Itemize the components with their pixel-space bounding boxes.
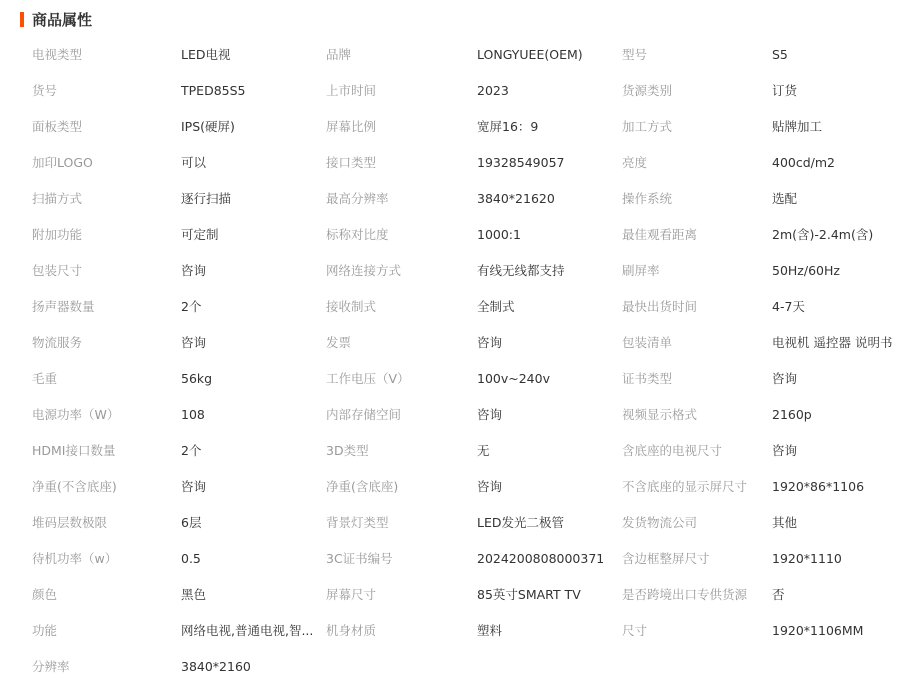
attribute-label: 加印LOGO	[32, 155, 93, 170]
attribute-label: 最快出货时间	[622, 299, 698, 314]
attribute-value: IPS(硬屏)	[181, 119, 235, 134]
attribute-value: 否	[772, 587, 785, 602]
attribute-label: 待机功率（w）	[32, 551, 118, 566]
attribute-value: 6层	[181, 515, 202, 530]
attribute-value: 黑色	[181, 587, 207, 602]
attribute-value: 1000:1	[477, 226, 521, 242]
attribute-label: 证书类型	[622, 371, 673, 386]
attribute-label: 刷屏率	[622, 263, 660, 278]
attribute-row	[20, 144, 900, 180]
attribute-value: 咨询	[477, 335, 503, 350]
attribute-row	[20, 288, 900, 324]
attribute-value: 网络电视,普通电视,智...	[181, 623, 314, 638]
attribute-value: 咨询	[181, 479, 207, 494]
attribute-label: 屏幕比例	[326, 119, 377, 134]
attribute-label: 面板类型	[32, 119, 83, 134]
attribute-value: 2个	[181, 299, 202, 314]
attribute-value: 可定制	[181, 227, 219, 242]
attribute-value: 1920*86*1106	[772, 478, 865, 494]
attribute-label: 型号	[622, 47, 648, 62]
attribute-value: 其他	[772, 515, 798, 530]
attribute-value: 咨询	[181, 263, 207, 278]
attribute-label: 机身材质	[326, 623, 377, 638]
attribute-label: 最佳观看距离	[622, 227, 698, 242]
attribute-label: 接收制式	[326, 299, 377, 314]
attribute-label: 附加功能	[32, 227, 83, 242]
attribute-value: 1920*1110	[772, 550, 842, 566]
attribute-value: S5	[772, 46, 788, 62]
attribute-value: 1920*1106MM	[772, 622, 864, 638]
attribute-value: 咨询	[181, 335, 207, 350]
attribute-value: 有线无线都支持	[477, 263, 565, 278]
attribute-label: 电源功率（W）	[32, 407, 120, 422]
attribute-value: LED发光二极管	[477, 515, 564, 530]
attribute-label: 操作系统	[622, 191, 673, 206]
attribute-row	[20, 396, 900, 432]
attribute-value: 选配	[772, 191, 798, 206]
attribute-value: LED电视	[181, 47, 231, 62]
attribute-label: 颜色	[32, 587, 58, 602]
attribute-label: 工作电压（V）	[326, 371, 410, 386]
attribute-value: 咨询	[772, 371, 798, 386]
attribute-label: 扬声器数量	[32, 299, 95, 314]
product-attributes-table	[20, 36, 900, 684]
attribute-label: 发货物流公司	[622, 515, 698, 530]
attribute-value: 2023	[477, 82, 509, 98]
attribute-label: 物流服务	[32, 335, 83, 350]
attribute-label: 最高分辨率	[326, 191, 389, 206]
attribute-row	[20, 36, 900, 72]
attribute-label: 视频显示格式	[622, 407, 698, 422]
attribute-row	[20, 576, 900, 612]
attribute-value: 可以	[181, 155, 207, 170]
attribute-value: 订货	[772, 83, 798, 98]
attribute-row	[20, 108, 900, 144]
attribute-value: 2160p	[772, 406, 812, 422]
attribute-label: 加工方式	[622, 119, 673, 134]
attribute-label: 是否跨境出口专供货源	[622, 587, 748, 602]
attribute-value: 无	[477, 443, 490, 458]
attribute-row	[20, 72, 900, 108]
attribute-label: 扫描方式	[32, 191, 83, 206]
attribute-value: 电视机 遥控器 说明书	[772, 335, 893, 350]
attribute-row	[20, 324, 900, 360]
attribute-label: 功能	[32, 623, 58, 638]
attribute-row	[20, 216, 900, 252]
attribute-row	[20, 648, 900, 684]
attribute-label: 分辨率	[32, 659, 70, 674]
attribute-label: 上市时间	[326, 83, 377, 98]
attribute-value: LONGYUEE(OEM)	[477, 46, 583, 62]
attribute-label: HDMI接口数量	[32, 443, 116, 458]
section-header	[20, 8, 92, 30]
attribute-label: 发票	[326, 335, 352, 350]
attribute-value: 咨询	[477, 407, 503, 422]
attribute-value: 咨询	[477, 479, 503, 494]
attribute-label: 毛重	[32, 371, 58, 386]
attribute-label: 网络连接方式	[326, 263, 402, 278]
attribute-value: 3840*2160	[181, 658, 251, 674]
attribute-label: 3C证书编号	[326, 551, 393, 566]
attribute-label: 电视类型	[32, 47, 83, 62]
section-title: 商品属性	[32, 10, 93, 29]
attribute-value: 咨询	[772, 443, 798, 458]
attribute-value: 19328549057	[477, 154, 565, 170]
attribute-value: 85英寸SMART TV	[477, 587, 581, 602]
attribute-value: TPED85S5	[181, 82, 246, 98]
attribute-value: 4-7天	[772, 299, 805, 314]
attribute-value: 108	[181, 406, 205, 422]
attribute-row	[20, 468, 900, 504]
attribute-value: 400cd/m2	[772, 154, 836, 170]
attribute-label: 包装尺寸	[32, 263, 83, 278]
attribute-value: 100v~240v	[477, 370, 550, 386]
attribute-label: 标称对比度	[326, 227, 389, 242]
attribute-label: 尺寸	[622, 623, 648, 638]
attribute-label: 背景灯类型	[326, 515, 389, 530]
attribute-label: 货源类别	[622, 83, 673, 98]
attribute-value: 逐行扫描	[181, 191, 232, 206]
attribute-value: 50Hz/60Hz	[772, 262, 840, 278]
attribute-label: 接口类型	[326, 155, 377, 170]
attribute-row	[20, 540, 900, 576]
attribute-row	[20, 360, 900, 396]
attribute-label: 净重(不含底座)	[32, 479, 117, 494]
attribute-label: 3D类型	[326, 443, 369, 458]
attribute-label: 不含底座的显示屏尺寸	[622, 479, 748, 494]
attribute-value: 2024200808000371	[477, 550, 605, 566]
attribute-label: 品牌	[326, 47, 352, 62]
attribute-row	[20, 432, 900, 468]
attribute-value: 2个	[181, 443, 202, 458]
section-accent-bar	[20, 12, 24, 27]
attribute-label: 含底座的电视尺寸	[622, 443, 723, 458]
attribute-label: 包装清单	[622, 335, 673, 350]
attribute-value: 2m(含)-2.4m(含)	[772, 227, 874, 242]
attribute-label: 亮度	[622, 155, 648, 170]
attribute-row	[20, 504, 900, 540]
attribute-row	[20, 612, 900, 648]
attribute-value: 3840*21620	[477, 190, 555, 206]
attribute-value: 宽屏16：9	[477, 119, 539, 134]
attribute-label: 净重(含底座)	[326, 479, 399, 494]
attribute-label: 含边框整屏尺寸	[622, 551, 710, 566]
attribute-label: 堆码层数极限	[32, 515, 108, 530]
attribute-row	[20, 180, 900, 216]
attribute-label: 内部存储空间	[326, 407, 402, 422]
attribute-value: 全制式	[477, 299, 515, 314]
attribute-label: 货号	[32, 83, 58, 98]
attribute-value: 塑料	[477, 623, 503, 638]
attribute-label: 屏幕尺寸	[326, 587, 377, 602]
attribute-value: 贴牌加工	[772, 119, 823, 134]
attribute-row	[20, 252, 900, 288]
attribute-value: 56kg	[181, 370, 213, 386]
attribute-value: 0.5	[181, 550, 201, 566]
